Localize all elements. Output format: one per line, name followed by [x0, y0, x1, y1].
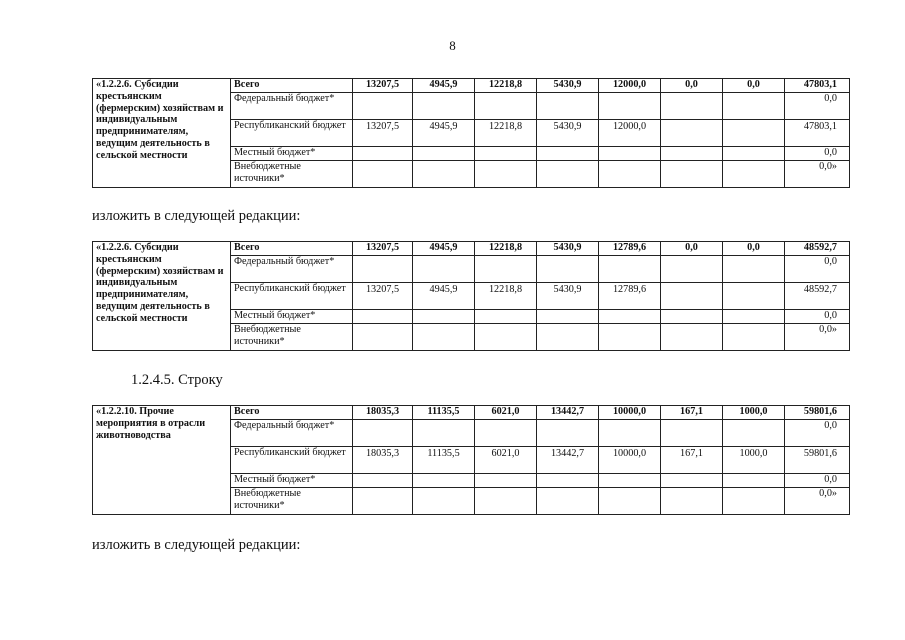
value-cell [723, 93, 785, 120]
row-description: «1.2.2.10. Прочие мероприятия в отрасли животноводства [93, 406, 231, 515]
value-cell [353, 256, 413, 283]
value-cell: 12000,0 [599, 79, 661, 93]
value-cell: 12218,8 [475, 283, 537, 310]
value-cell: 5430,9 [537, 242, 599, 256]
value-cell [723, 310, 785, 324]
value-cell: 5430,9 [537, 79, 599, 93]
value-cell [413, 147, 475, 161]
total-cell: 0,0 [785, 93, 850, 120]
budget-table-3 [92, 405, 850, 515]
total-cell: 47803,1 [785, 79, 850, 93]
funding-source-label: Внебюджетные источники* [231, 324, 353, 351]
value-cell: 167,1 [661, 447, 723, 474]
value-cell [475, 256, 537, 283]
value-cell: 13207,5 [353, 79, 413, 93]
value-cell [599, 474, 661, 488]
total-cell: 0,0 [785, 256, 850, 283]
funding-source-label: Внебюджетные источники* [231, 161, 353, 188]
value-cell: 12789,6 [599, 283, 661, 310]
value-cell [723, 324, 785, 351]
funding-source-label: Всего [231, 79, 353, 93]
funding-source-label: Республиканский бюджет [231, 447, 353, 474]
paragraph-section-1245: 1.2.4.5. Строку [131, 372, 223, 388]
value-cell [475, 488, 537, 515]
total-cell: 0,0 [785, 310, 850, 324]
row-description: «1.2.2.6. Субсидии крестьянским (фермерским) хозяйствам и индивидуальным предпринимателям, ведущим деятельность в сельской местности [93, 242, 231, 351]
value-cell [475, 324, 537, 351]
value-cell [475, 161, 537, 188]
total-cell: 0,0 [785, 474, 850, 488]
value-cell [661, 488, 723, 515]
value-cell: 12218,8 [475, 120, 537, 147]
total-cell: 0,0» [785, 488, 850, 515]
value-cell [723, 147, 785, 161]
value-cell: 12218,8 [475, 79, 537, 93]
value-cell [537, 324, 599, 351]
total-cell: 48592,7 [785, 283, 850, 310]
value-cell: 13207,5 [353, 242, 413, 256]
value-cell [353, 474, 413, 488]
value-cell: 10000,0 [599, 447, 661, 474]
value-cell [661, 256, 723, 283]
value-cell [723, 256, 785, 283]
funding-source-label: Местный бюджет* [231, 310, 353, 324]
funding-source-label: Республиканский бюджет [231, 120, 353, 147]
table-row-total [93, 406, 850, 420]
value-cell: 167,1 [661, 406, 723, 420]
value-cell [723, 488, 785, 515]
value-cell: 4945,9 [413, 283, 475, 310]
value-cell: 5430,9 [537, 120, 599, 147]
value-cell [723, 420, 785, 447]
value-cell: 13207,5 [353, 120, 413, 147]
funding-source-label: Федеральный бюджет* [231, 256, 353, 283]
value-cell [413, 161, 475, 188]
value-cell [475, 474, 537, 488]
value-cell [537, 310, 599, 324]
value-cell [353, 147, 413, 161]
value-cell: 6021,0 [475, 406, 537, 420]
value-cell: 0,0 [723, 79, 785, 93]
funding-source-label: Федеральный бюджет* [231, 420, 353, 447]
value-cell: 1000,0 [723, 406, 785, 420]
value-cell [661, 324, 723, 351]
value-cell [661, 120, 723, 147]
value-cell [475, 420, 537, 447]
value-cell: 11135,5 [413, 447, 475, 474]
total-cell: 59801,6 [785, 447, 850, 474]
value-cell [599, 420, 661, 447]
value-cell [661, 420, 723, 447]
value-cell [661, 93, 723, 120]
funding-source-label: Внебюджетные источники* [231, 488, 353, 515]
value-cell [723, 474, 785, 488]
value-cell [537, 161, 599, 188]
value-cell: 4945,9 [413, 79, 475, 93]
value-cell: 10000,0 [599, 406, 661, 420]
value-cell: 0,0 [661, 79, 723, 93]
value-cell [599, 488, 661, 515]
value-cell [413, 256, 475, 283]
value-cell [599, 324, 661, 351]
funding-source-label: Всего [231, 242, 353, 256]
paragraph-edit-2: изложить в следующей редакции: [92, 537, 301, 553]
value-cell [537, 147, 599, 161]
value-cell [413, 310, 475, 324]
budget-table-2 [92, 241, 850, 351]
value-cell [413, 488, 475, 515]
value-cell [537, 93, 599, 120]
funding-source-label: Местный бюджет* [231, 474, 353, 488]
page-number: 8 [449, 38, 456, 53]
value-cell [599, 310, 661, 324]
value-cell: 13442,7 [537, 406, 599, 420]
value-cell [353, 93, 413, 120]
value-cell: 4945,9 [413, 120, 475, 147]
value-cell [413, 93, 475, 120]
value-cell [537, 474, 599, 488]
value-cell [413, 474, 475, 488]
value-cell [661, 310, 723, 324]
value-cell: 18035,3 [353, 447, 413, 474]
value-cell [353, 324, 413, 351]
value-cell [599, 256, 661, 283]
value-cell: 0,0 [723, 242, 785, 256]
value-cell: 1000,0 [723, 447, 785, 474]
value-cell [353, 488, 413, 515]
value-cell [661, 147, 723, 161]
total-cell: 47803,1 [785, 120, 850, 147]
value-cell: 11135,5 [413, 406, 475, 420]
total-cell: 0,0» [785, 161, 850, 188]
value-cell: 0,0 [661, 242, 723, 256]
value-cell [413, 324, 475, 351]
value-cell [723, 120, 785, 147]
budget-table-1 [92, 78, 850, 188]
value-cell [353, 310, 413, 324]
value-cell [723, 283, 785, 310]
table-row-total [93, 79, 850, 93]
value-cell [661, 161, 723, 188]
total-cell: 0,0» [785, 324, 850, 351]
paragraph-edit-1: изложить в следующей редакции: [92, 208, 301, 224]
value-cell [537, 488, 599, 515]
funding-source-label: Местный бюджет* [231, 147, 353, 161]
value-cell [353, 420, 413, 447]
value-cell: 6021,0 [475, 447, 537, 474]
funding-source-label: Республиканский бюджет [231, 283, 353, 310]
value-cell [661, 474, 723, 488]
total-cell: 48592,7 [785, 242, 850, 256]
funding-source-label: Всего [231, 406, 353, 420]
total-cell: 0,0 [785, 147, 850, 161]
funding-source-label: Федеральный бюджет* [231, 93, 353, 120]
value-cell: 4945,9 [413, 242, 475, 256]
value-cell [537, 420, 599, 447]
total-cell: 0,0 [785, 420, 850, 447]
value-cell: 18035,3 [353, 406, 413, 420]
table-row-total [93, 242, 850, 256]
value-cell: 12789,6 [599, 242, 661, 256]
value-cell [475, 147, 537, 161]
value-cell: 12000,0 [599, 120, 661, 147]
value-cell [413, 420, 475, 447]
value-cell: 5430,9 [537, 283, 599, 310]
row-description: «1.2.2.6. Субсидии крестьянским (фермерским) хозяйствам и индивидуальным предпринимателям, ведущим деятельность в сельской местности [93, 79, 231, 188]
value-cell [661, 283, 723, 310]
value-cell: 13207,5 [353, 283, 413, 310]
value-cell [537, 256, 599, 283]
value-cell [599, 161, 661, 188]
value-cell [475, 93, 537, 120]
value-cell [599, 93, 661, 120]
value-cell [353, 161, 413, 188]
value-cell [723, 161, 785, 188]
value-cell [599, 147, 661, 161]
value-cell: 13442,7 [537, 447, 599, 474]
value-cell [475, 310, 537, 324]
value-cell: 12218,8 [475, 242, 537, 256]
total-cell: 59801,6 [785, 406, 850, 420]
